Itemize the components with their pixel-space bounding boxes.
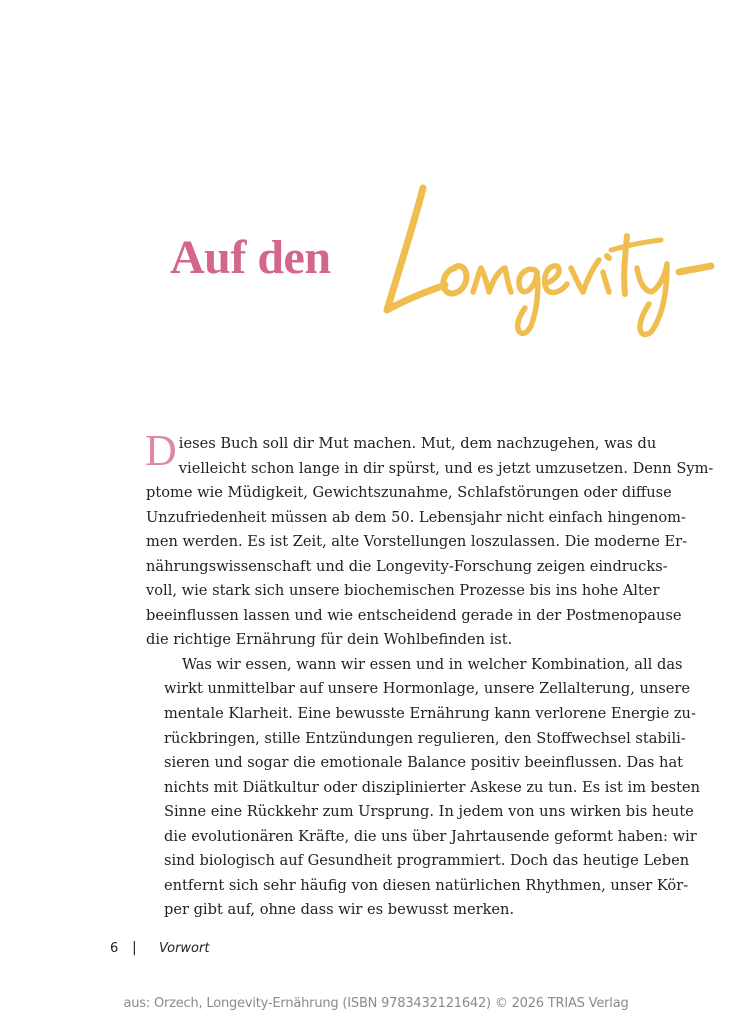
drop-cap: D — [145, 426, 177, 475]
text-line: men werden. Es ist Zeit, alte Vorstellungen loszulassen. Die moderne Er- — [146, 533, 688, 551]
text-line: Unzufriedenheit müssen ab dem 50. Lebensjahr nicht einfach hingenom- — [146, 508, 686, 526]
page-footer — [110, 940, 209, 956]
text-line: Was wir essen, wann wir essen und in welcher Kombination, all das — [182, 655, 683, 673]
text-line: sind biologisch auf Gesundheit programmiert. Doch das heutige Leben — [164, 852, 690, 870]
text-line: die evolutionären Kräfte, die uns über Jahrtausende geformt haben: wir — [164, 827, 697, 845]
section-title: Vorwort — [159, 940, 210, 956]
body-text — [145, 426, 714, 923]
text-line: sieren und sogar die emotionale Balance positiv beeinflussen. Das hat — [164, 754, 684, 772]
page-number: 6 — [110, 940, 119, 956]
text-line: per gibt auf, ohne dass wir es bewusst merken. — [164, 901, 515, 919]
text-line: ieses Buch soll dir Mut machen. Mut, dem nachzugehen, was du — [178, 435, 657, 452]
paragraph-1 — [145, 426, 714, 653]
text-line: mentale Klarheit. Eine bewusste Ernährung kann verlorene Energie zu- — [164, 705, 696, 723]
text-line: voll, wie stark sich unsere biochemischen Prozesse bis ins hohe Alter — [146, 582, 660, 600]
heading-script-lettering — [375, 180, 715, 340]
text-line: nährungswissenschaft und die Longevity-Forschung zeigen eindrucks- — [146, 557, 668, 575]
paragraph-2 — [146, 653, 700, 923]
text-line: wirkt unmittelbar auf unsere Hormonlage, unsere Zellalterung, unsere — [164, 680, 691, 698]
heading-serif-text: Auf den — [170, 231, 331, 284]
copyright-credit: aus: Orzech, Longevity-Ernährung (ISBN 9783432121642) © 2026 TRIAS Verlag — [123, 996, 629, 1011]
text-line: entfernt sich sehr häufig von diesen natürlichen Rhythmen, unser Kör- — [164, 876, 689, 894]
text-line: rückbringen, stille Entzündungen regulieren, den Stoffwechsel stabili- — [164, 729, 686, 747]
chapter-heading — [170, 180, 730, 340]
text-line: die richtige Ernährung für dein Wohlbefinden ist. — [146, 631, 513, 649]
text-line: beeinflussen lassen und wie entscheidend gerade in der Postmenopause — [146, 606, 682, 624]
footer-separator: | — [132, 940, 137, 956]
text-line: nichts mit Diätkultur oder disziplinierter Askese zu tun. Es ist im besten — [164, 778, 700, 796]
text-line: Sinne eine Rückkehr zum Ursprung. In jedem von uns wirken bis heute — [164, 803, 694, 821]
text-line: vielleicht schon lange in dir spürst, und es jetzt umzusetzen. Denn Sym- — [178, 459, 714, 477]
text-line: ptome wie Müdigkeit, Gewichtszunahme, Schlafstörungen oder diffuse — [146, 484, 672, 502]
